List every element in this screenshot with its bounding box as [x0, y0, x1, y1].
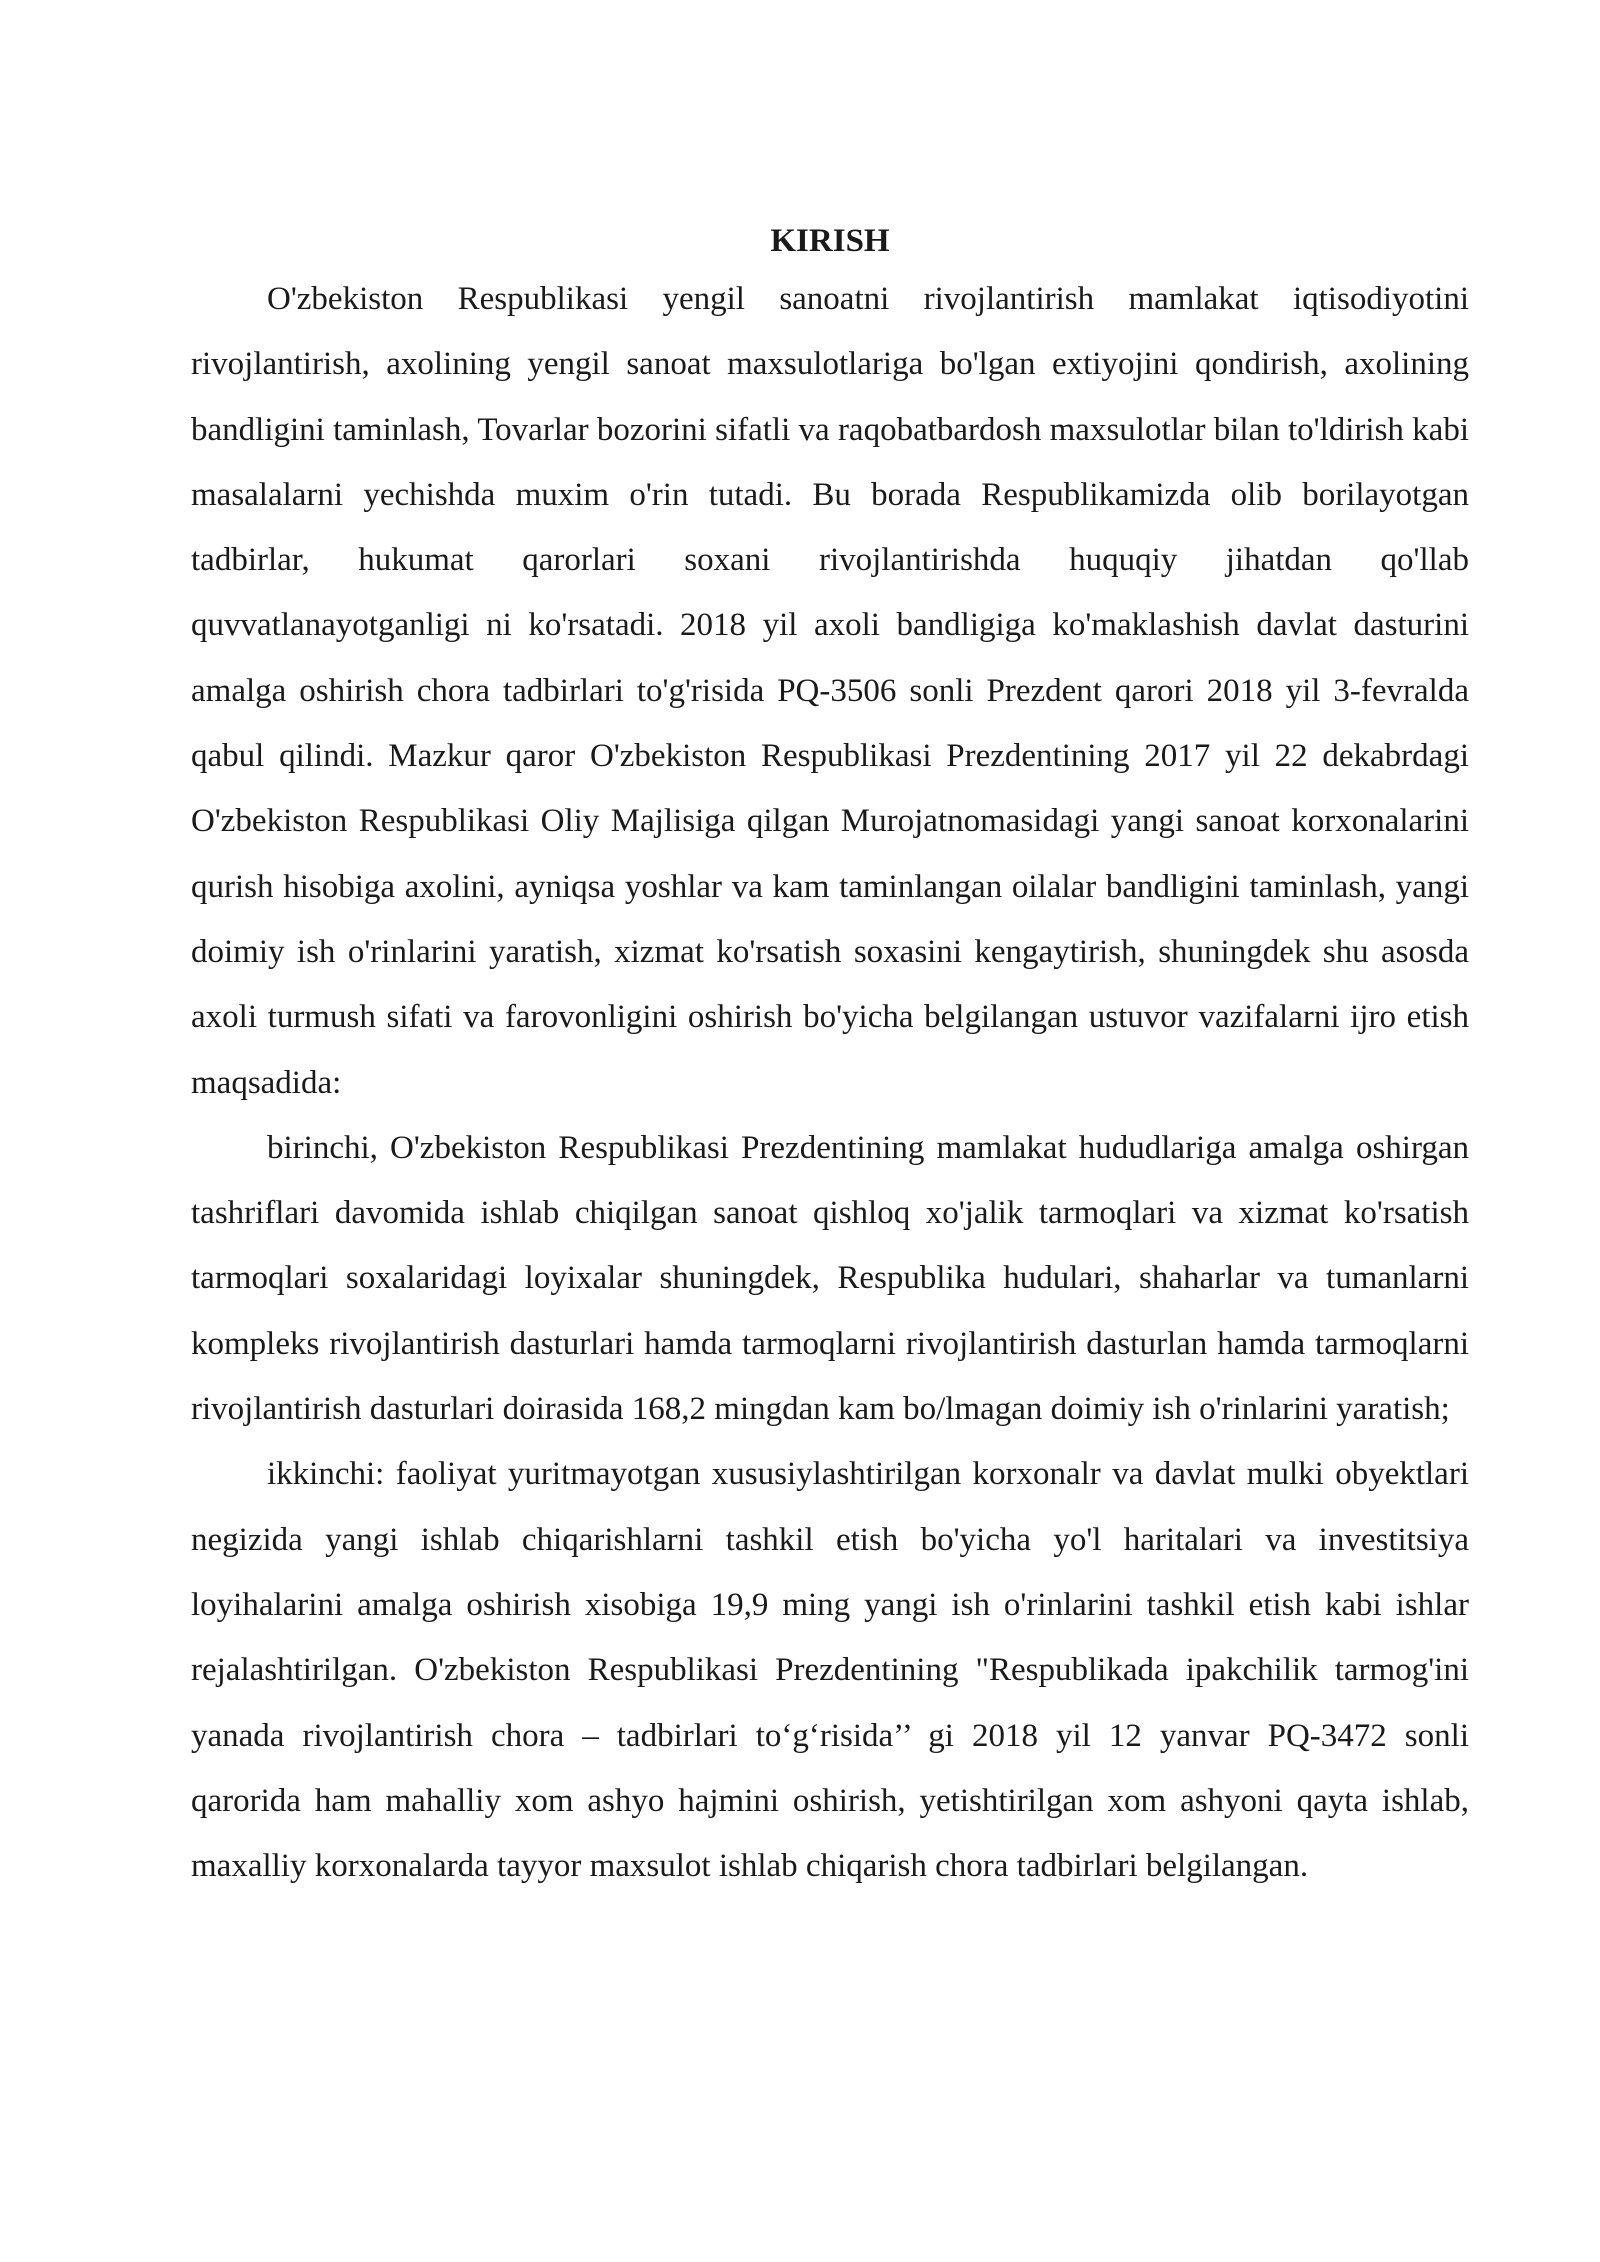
document-title: KIRISH [770, 223, 890, 259]
paragraph-intro: O'zbekiston Respublikasi yengil sanoatni rivojlantirish mamlakat iqtisodiyotini rivojlantirish, axolining yengil sanoat maxsulotlariga bo'lgan extiyojini qondirish, axolining bandligini taminlash, Tovarlar bozorini sifatli va raqobatbardosh maxsulotlar bilan to'ldirish kabi masalalarni yechishda muxim o'rin tutadi. Bu borada Respublikamizda olib borilayotgan tadbirlar, hukumat qarorlari soxani rivojlantirishda huquqiy jihatdan qo'llab quvvatlanayotganligi ni ko'rsatadi. 2018 yil axoli bandligiga ko'maklashish davlat dasturini amalga oshirish chora tadbirlari to'g'risida PQ-3506 sonli Prezdent qarori 2018 yil 3-fevralda qabul qilindi. Mazkur qaror O'zbekiston Respublikasi Prezdentining 2017 yil 22 dekabrdagi O'zbekiston Respublikasi Oliy Majlisiga qilgan Murojatnomasidagi yangi sanoat korxonalarini qurish hisobiga axolini, ayniqsa yoshlar va kam taminlangan oilalar bandligini taminlash, yangi doimiy ish o'rinlarini yaratish, xizmat ko'rsatish soxasini kengaytirish, shuningdek shu asosda axoli turmush sifati va farovonligini oshirish bo'yicha belgilangan ustuvor vazifalarni ijro etish maqsadida: [191, 281, 1469, 1101]
paragraph-first-point: birinchi, O'zbekiston Respublikasi Prezdentining mamlakat hududlariga amalga oshirgan tashriflari davomida ishlab chiqilgan sanoat qishloq xo'jalik tarmoqlari va xizmat ko'rsatish tarmoqlari soxalaridagi loyixalar shuningdek, Respublika hudulari, shaharlar va tumanlarni kompleks rivojlantirish dasturlari hamda tarmoqlarni rivojlantirish dasturlan hamda tarmoqlarni rivojlantirish dasturlari doirasida 168,2 mingdan kam bo/lmagan doimiy ish o'rinlarini yaratish; [191, 1129, 1469, 1428]
paragraph-second-point: ikkinchi: faoliyat yuritmayotgan xususiylashtirilgan korxonalr va davlat mulki obyektlari negizida yangi ishlab chiqarishlarni tashkil etish bo'yicha yo'l haritalari va investitsiya loyihalarini amalga oshirish xisobiga 19,9 ming yangi ish o'rinlarini tashkil etish kabi ishlar rejalashtirilgan. O'zbekiston Respublikasi Prezdentining "Respublikada ipakchilik tarmog'ini yanada rivojlantirish chora – tadbirlari to‘g‘risida’’ gi 2018 yil 12 yanvar PQ-3472 sonli qarorida ham mahalliy xom ashyo hajmini oshirish, yetishtirilgan xom ashyoni qayta ishlab, maxalliy korxonalarda tayyor maxsulot ishlab chiqarish chora tadbirlari belgilangan. [191, 1456, 1469, 1885]
document-body [191, 215, 1469, 1899]
